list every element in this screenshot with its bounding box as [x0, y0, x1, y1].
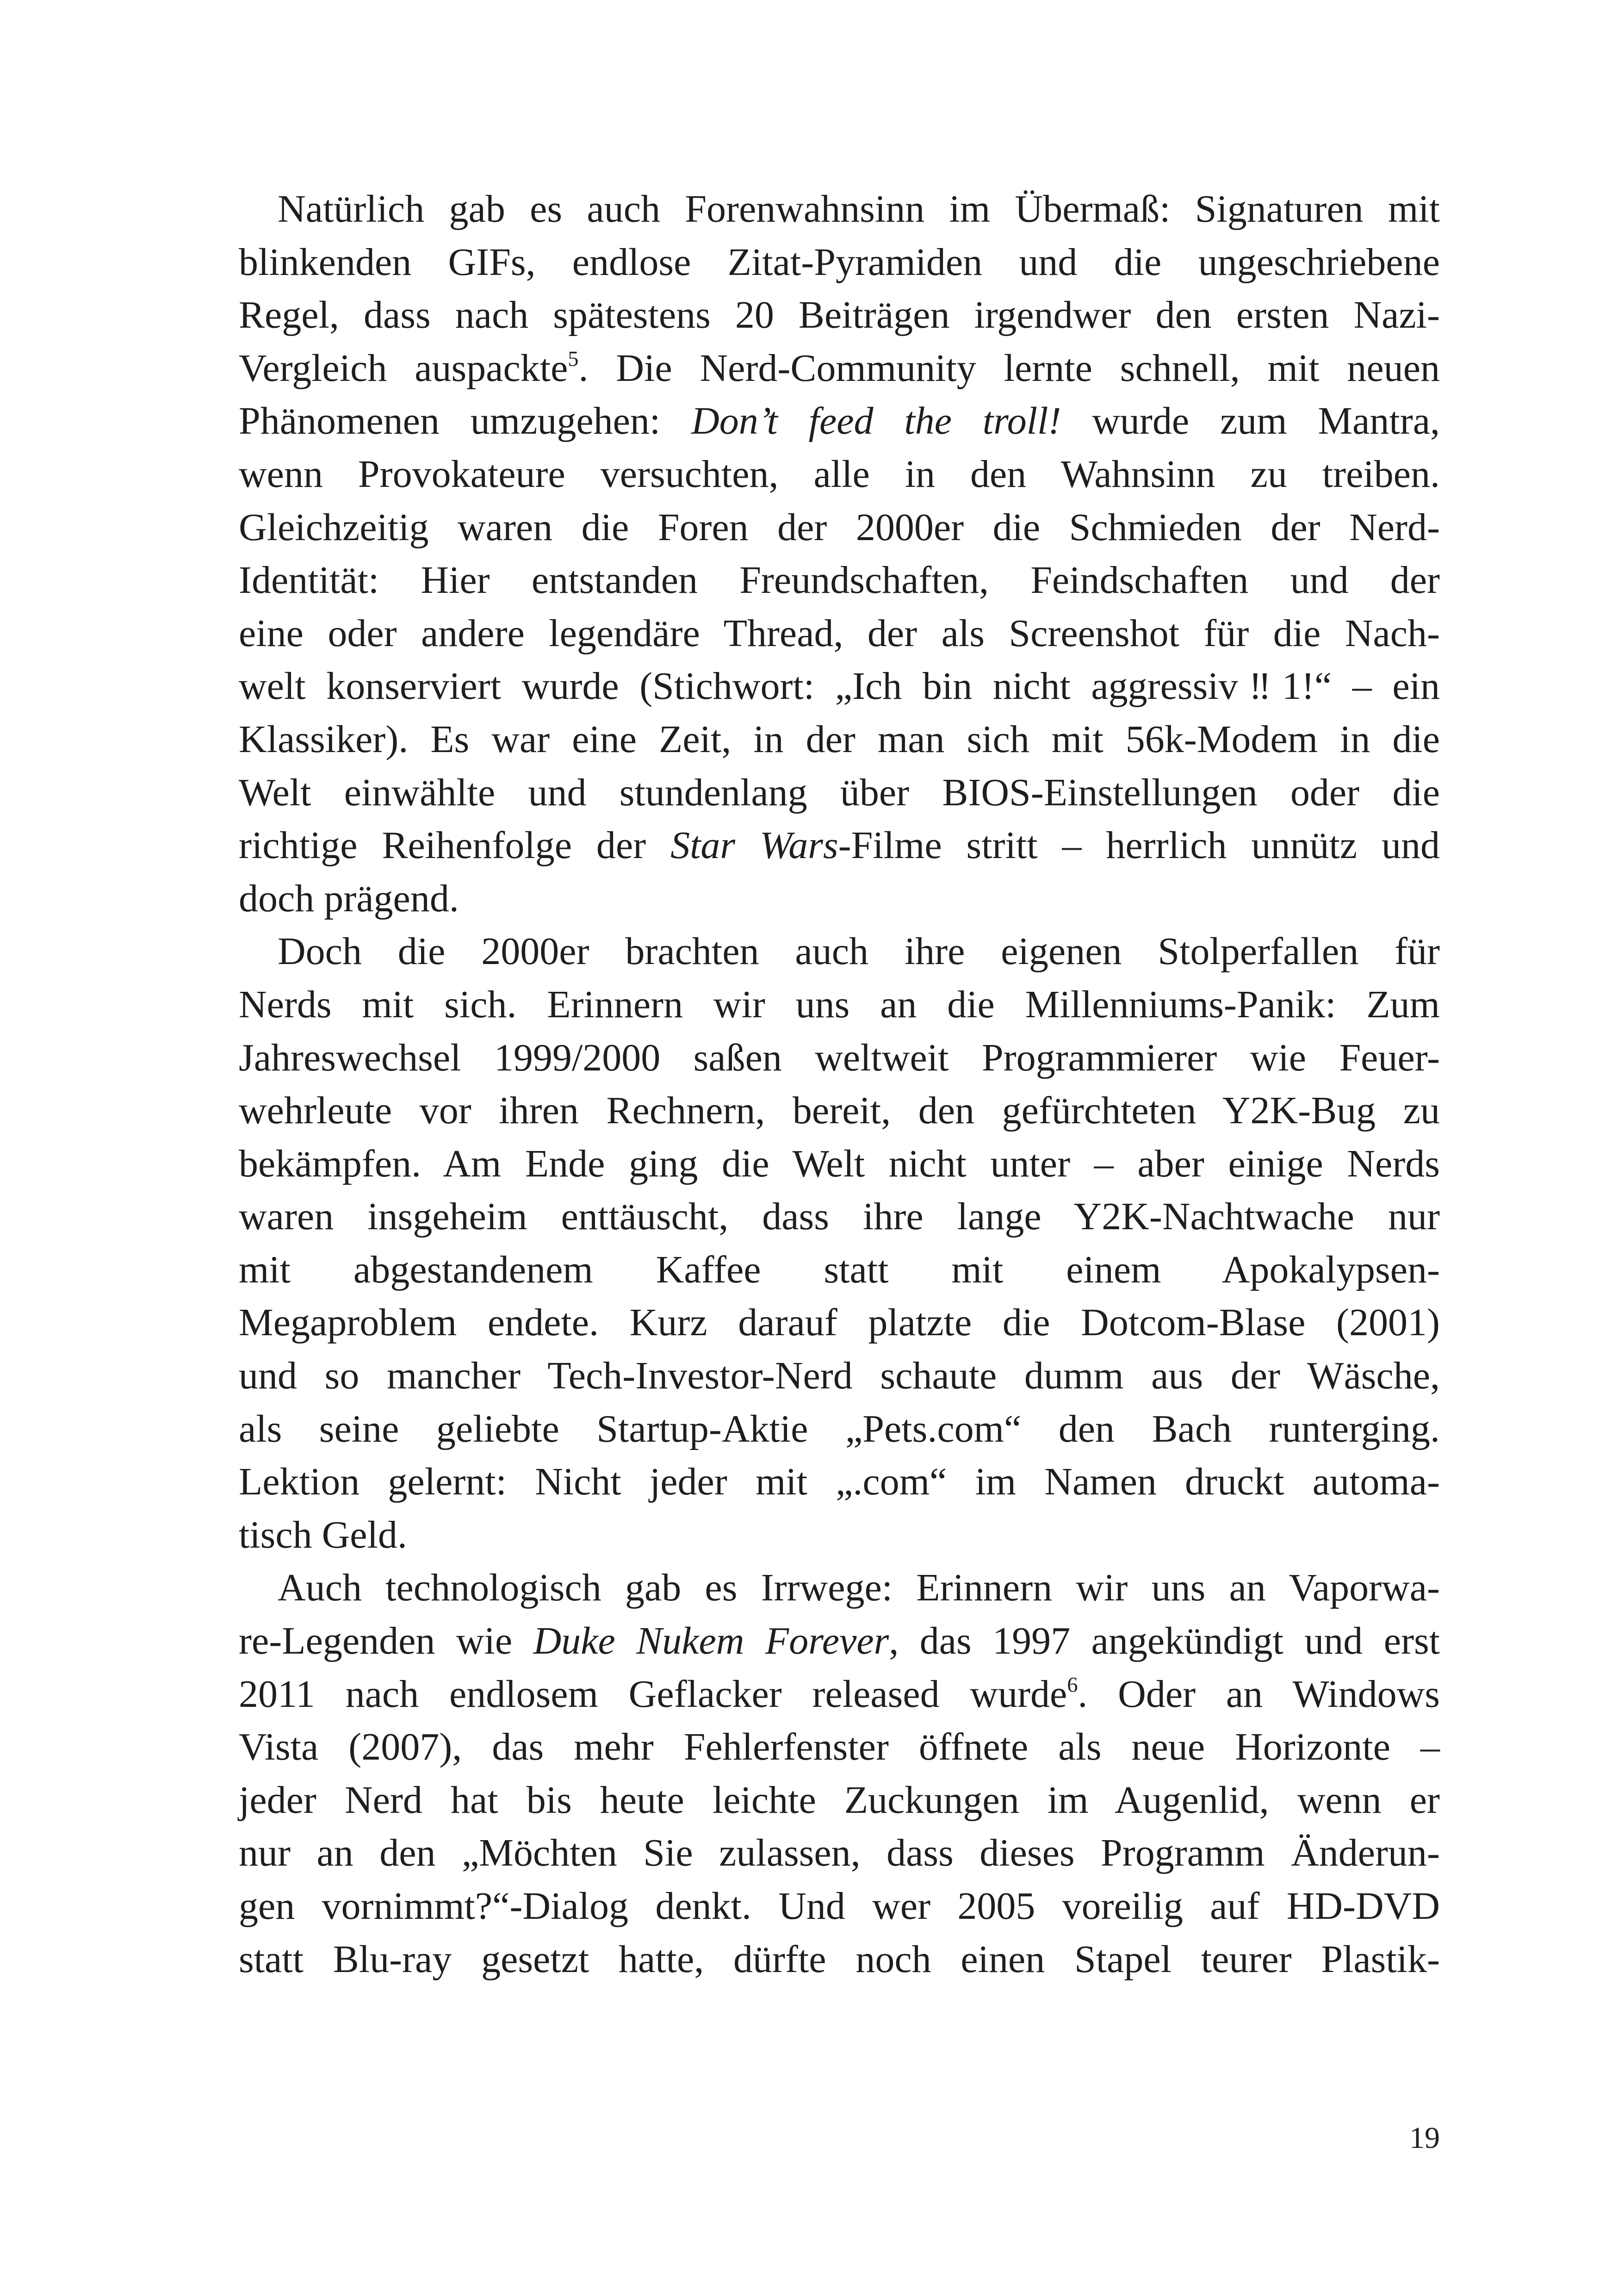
text-run: re-Legenden wie	[239, 1619, 533, 1663]
text-line	[239, 1403, 1440, 1456]
text-line	[239, 1721, 1440, 1774]
text-line	[239, 1032, 1440, 1085]
text-run: . Die Nerd-Community lernte schnell, mit neuen	[578, 346, 1440, 390]
footnote-marker: 6	[1067, 1673, 1078, 1697]
page-number: 19	[1409, 2121, 1440, 2155]
text-run: statt Blu-ray gesetzt hatte, dürfte noch einen Stapel teurer Plastik-	[239, 1937, 1440, 1981]
text-run: richtige Reihenfolge der	[239, 824, 671, 867]
text-run: bekämpfen. Am Ende ging die Welt nicht unter – aber einige Nerds	[239, 1142, 1440, 1185]
text-line	[239, 554, 1440, 607]
text-line	[239, 501, 1440, 554]
text-line	[239, 1190, 1440, 1244]
text-line	[239, 872, 1440, 926]
text-run: wehrleute vor ihren Rechnern, bereit, den gefürchteten Y2K-Bug zu	[239, 1089, 1440, 1132]
text-run: Phänomenen umzugehen:	[239, 399, 692, 443]
text-line	[239, 236, 1440, 289]
text-line	[239, 1138, 1440, 1191]
text-run: Natürlich gab es auch Forenwahnsinn im Übermaß: Signaturen mit	[278, 187, 1440, 230]
text-run: Klassiker). Es war eine Zeit, in der man sich mit 56k-Modem in die	[239, 717, 1440, 761]
text-run: Regel, dass nach spätestens 20 Beiträgen irgendwer den ersten Nazi-	[239, 293, 1440, 337]
text-line	[239, 819, 1440, 872]
text-run: gen vornimmt?“-Dialog denkt. Und wer 2005 voreilig auf HD-DVD	[239, 1885, 1440, 1928]
text-line	[239, 395, 1440, 448]
text-run: Jahreswechsel 1999/2000 saßen weltweit Programmierer wie Feuer-	[239, 1036, 1440, 1079]
text-run: waren insgeheim enttäuscht, dass ihre lange Y2K-Nachtwache nur	[239, 1195, 1440, 1238]
text-line	[239, 1509, 1440, 1562]
text-run: -Filme stritt – herrlich unnütz und	[838, 824, 1440, 867]
text-run: Welt einwählte und stundenlang über BIOS-Einstellungen oder die	[239, 771, 1440, 814]
text-line	[239, 978, 1440, 1032]
text-run: doch prägend.	[239, 877, 459, 920]
body-text	[239, 183, 1440, 1986]
text-line	[239, 766, 1440, 820]
text-run: wenn Provokateure versuchten, alle in den Wahnsinn zu treiben.	[239, 452, 1440, 496]
text-line	[239, 713, 1440, 766]
text-run: 2011 nach endlosem Geflacker released wurde	[239, 1672, 1067, 1716]
text-run: und so mancher Tech-Investor-Nerd schaute dumm aus der Wäsche,	[239, 1354, 1440, 1398]
text-run: Vista (2007), das mehr Fehlerfenster öffnete als neue Horizonte –	[239, 1725, 1440, 1769]
text-run: Gleichzeitig waren die Foren der 2000er die Schmieden der Nerd-	[239, 505, 1440, 549]
text-run: , das 1997 angekündigt und erst	[889, 1619, 1440, 1663]
text-run: Doch die 2000er brachten auch ihre eigenen Stolperfallen für	[278, 930, 1440, 973]
text-run: Identität: Hier entstanden Freundschaften, Feindschaften und der	[239, 559, 1440, 602]
text-run: Megaproblem endete. Kurz darauf platzte die Dotcom-Blase (2001)	[239, 1301, 1440, 1344]
text-line	[239, 1084, 1440, 1138]
text-run: mit abgestandenem Kaffee statt mit einem Apokalypsen-	[239, 1248, 1440, 1291]
text-line	[239, 660, 1440, 713]
text-line	[239, 1350, 1440, 1403]
text-line	[239, 1880, 1440, 1933]
text-run: wurde zum Mantra,	[1061, 399, 1440, 443]
text-run: Lektion gelernt: Nicht jeder mit „.com“ im Namen druckt automa-	[239, 1460, 1440, 1504]
text-run: Auch technologisch gab es Irrwege: Erinnern wir uns an Vaporwa-	[278, 1566, 1440, 1610]
text-line	[239, 1933, 1440, 1986]
italic-title: Star Wars	[670, 824, 838, 867]
text-line	[239, 1244, 1440, 1297]
text-line	[239, 342, 1440, 395]
text-run: nur an den „Möchten Sie zulassen, dass dieses Programm Änderun-	[239, 1831, 1440, 1875]
text-line	[239, 1668, 1440, 1721]
text-line	[239, 289, 1440, 342]
text-run: Nerds mit sich. Erinnern wir uns an die Millenniums-Panik: Zum	[239, 983, 1440, 1026]
text-run: jeder Nerd hat bis heute leichte Zuckungen im Augenlid, wenn er	[239, 1778, 1440, 1822]
text-run: blinkenden GIFs, endlose Zitat-Pyramiden und die ungeschriebene	[239, 240, 1440, 284]
paragraph	[239, 925, 1440, 1562]
text-line	[239, 1456, 1440, 1509]
text-run: eine oder andere legendäre Thread, der als Screenshot für die Nach-	[239, 611, 1440, 655]
paragraph	[239, 1562, 1440, 1986]
text-run: Vergleich auspackte	[239, 346, 568, 390]
text-line	[239, 1827, 1440, 1880]
text-line	[239, 1562, 1440, 1615]
text-line	[239, 607, 1440, 660]
italic-title: Duke Nukem Forever	[533, 1619, 889, 1663]
text-run: als seine geliebte Startup-Aktie „Pets.com“ den Bach runterging.	[239, 1407, 1440, 1450]
text-line	[239, 1615, 1440, 1668]
text-line	[239, 448, 1440, 501]
italic-title: Don’t feed the troll!	[691, 399, 1061, 443]
text-line	[239, 1296, 1440, 1350]
text-run: welt konserviert wurde (Stichwort: „Ich bin nicht aggressiv‼1!“ – ein	[239, 665, 1440, 708]
paragraph	[239, 183, 1440, 925]
text-run: tisch Geld.	[239, 1513, 407, 1556]
text-run: . Oder an Windows	[1078, 1672, 1440, 1716]
footnote-marker: 5	[568, 347, 579, 371]
text-line	[239, 1774, 1440, 1827]
text-line	[239, 183, 1440, 236]
text-line	[239, 925, 1440, 978]
